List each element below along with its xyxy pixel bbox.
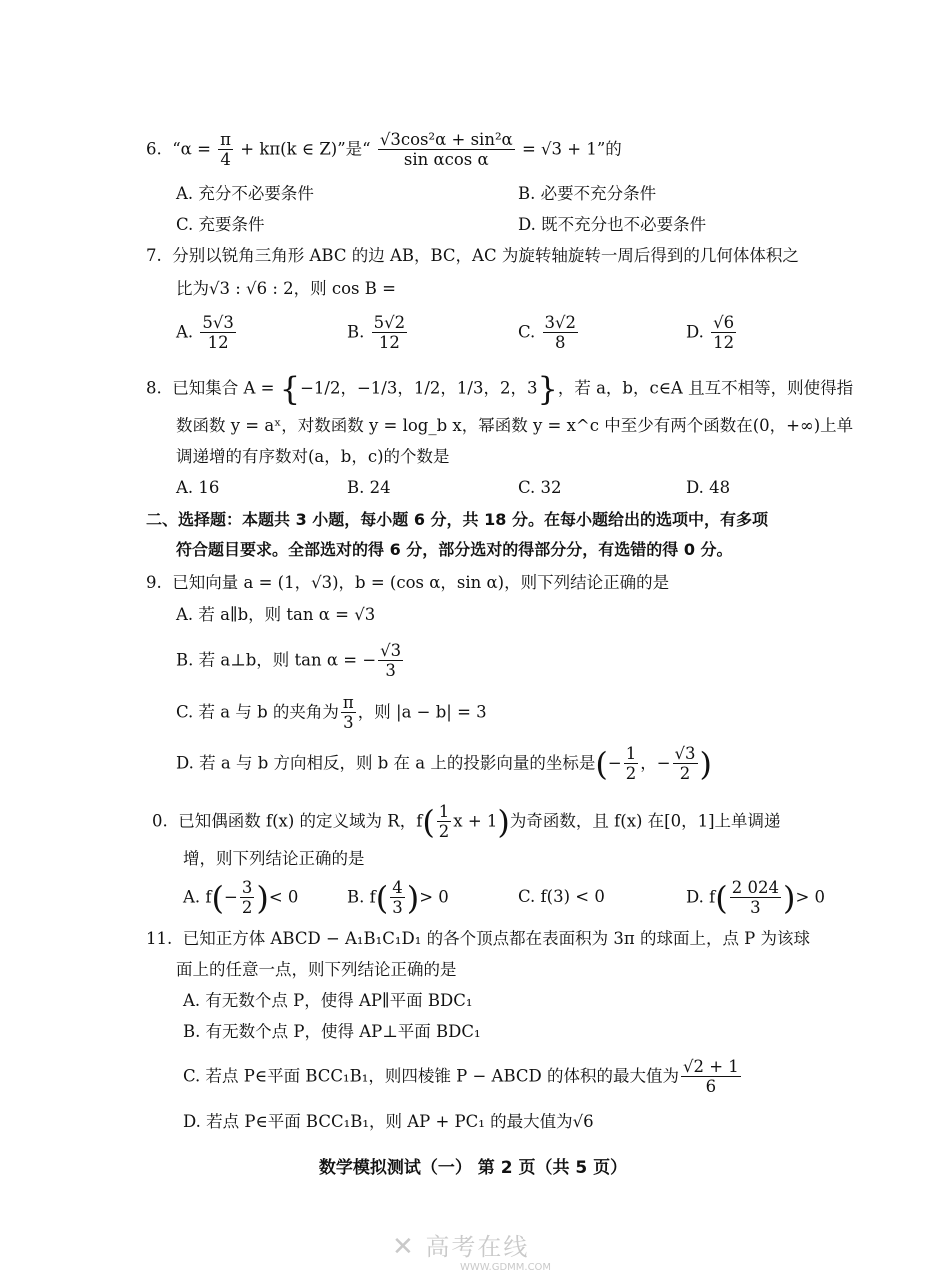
q10-number: 0. — [152, 811, 168, 831]
q6-open: “α = — [172, 139, 211, 159]
section2-line1: 二、选择题：本题共 3 小题，每小题 6 分，共 18 分。在每小题给出的选项中，有多项 — [146, 510, 768, 529]
page-footer: 数学模拟测试（一） 第 2 页（共 5 页） — [318, 1158, 628, 1178]
q6 — [146, 131, 622, 169]
q11-option-d: D. 若点 P∈平面 BCC₁B₁，则 AP + PC₁ 的最大值为√6 — [183, 1112, 594, 1131]
q9-option-c: C. 若 a 与 b 的夹角为 $\frac{\pi}{3}$ ，则 |a − b| = 3 — [176, 693, 487, 733]
q9-option-a: A. 若 a∥b，则 tan α = √3 — [176, 605, 376, 624]
q9-option-b: B. 若 a⊥b，则 tan α = − $\frac{√3}{3}$ — [176, 641, 402, 681]
q7-number: 7. — [146, 246, 162, 265]
q9-stem: 9. 已知向量 a = (1，√3)，b = (cos α，sin α)，则下列结论正确的是 — [146, 573, 670, 592]
q10-option-d: D. f( $\frac{2 024}{3}$ )> 0 — [686, 878, 826, 918]
q7-option-c: C. $\frac{3√2}{8}$ — [518, 313, 577, 353]
q10-line2: 增，则下列结论正确的是 — [183, 849, 365, 868]
q8-line2: 数函数 y = aˣ，对数函数 y = log_b x，幂函数 y = x^c 中至少有两个函数在(0，+∞)上单 — [176, 416, 854, 435]
q10-option-b: B. f( $\frac{4}{3}$ )> 0 — [347, 878, 449, 918]
q8-option-b: B. 24 — [347, 478, 391, 497]
q6-option-b: B. 必要不充分条件 — [518, 184, 657, 203]
q8-number: 8. — [146, 378, 162, 398]
q7-option-b: B. $\frac{5√2}{12}$ — [347, 313, 406, 353]
q6-number: 6. — [146, 139, 162, 159]
q11-line2: 面上的任意一点，则下列结论正确的是 — [176, 960, 457, 979]
q11-option-a: A. 有无数个点 P，使得 AP∥平面 BDC₁ — [183, 991, 473, 1010]
q11-option-c: C. 若点 P∈平面 BCC₁B₁，则四棱锥 P − ABCD 的体积的最大值为 $\frac{√2 + 1}{6}$ — [183, 1057, 739, 1097]
q6-option-d: D. 既不充分也不必要条件 — [518, 215, 707, 234]
q8-line3: 调递增的有序数对(a，b，c)的个数是 — [176, 447, 450, 466]
q11-option-b: B. 有无数个点 P，使得 AP⊥平面 BDC₁ — [183, 1022, 481, 1041]
q10-line1: 0. 已知偶函数 f(x) 的定义域为 R，f( $\frac{1}{2}$ x + 1)为奇函数，且 f(x) 在[0，1]上单调递 — [152, 802, 781, 842]
q8-option-d: D. 48 — [686, 478, 731, 497]
q7-line2: 比为√3 : √6 : 2，则 cos B = — [176, 279, 396, 298]
q8-option-a: A. 16 — [176, 478, 220, 497]
q6-option-c: C. 充要条件 — [176, 215, 265, 234]
watermark-name: 高考在线 — [425, 1233, 530, 1261]
q6-k-part: + kπ(k ∈ Z)”是“ — [240, 139, 371, 159]
q11-number: 11. — [146, 929, 173, 948]
q8-set-elements: −1/2，−1/3，1/2，1/3，2，3 — [300, 378, 538, 398]
watermark-logo: ✕ 高考在线 — [392, 1232, 530, 1262]
q9-option-d: D. 若 a 与 b 方向相反，则 b 在 a 上的投影向量的坐标是(− $\frac{1}{2}$ ，− $\frac{√3}{2}$ ) — [176, 744, 713, 784]
q7-option-d: D. $\frac{√6}{12}$ — [686, 313, 735, 353]
q8-line1: 8. 已知集合 A = {−1/2，−1/3，1/2，1/3，2，3}，若 a，b，c∈A 且互不相等，则使得指 — [146, 370, 854, 408]
q6-option-a: A. 充分不必要条件 — [176, 184, 314, 203]
q9-number: 9. — [146, 573, 162, 592]
q7-line1: 7. 分别以锐角三角形 ABC 的边 AB，BC，AC 为旋转轴旋转一周后得到的几何体体积之 — [146, 246, 799, 265]
q8-option-c: C. 32 — [518, 478, 562, 497]
section2-line2: 符合题目要求。全部选对的得 6 分，部分选对的得部分分，有选错的得 0 分。 — [176, 540, 733, 559]
q6-eq-part: = √3 + 1”的 — [521, 139, 622, 159]
q11-line1: 11. 已知正方体 ABCD − A₁B₁C₁D₁ 的各个顶点都在表面积为 3π 的球面上，点 P 为该球 — [146, 929, 811, 948]
q6-main-fraction: $\frac{\text{√3cos²α + sin²α}}{\text{sin αcos α}}$ — [379, 130, 513, 170]
q6-pi-over-4: $\frac{\pi}{4}$ — [220, 130, 232, 170]
q7-option-a: A. $\frac{5√3}{12}$ — [176, 313, 234, 353]
q10-option-c: C. f(3) < 0 — [518, 887, 605, 906]
q10-option-a: A. f(− $\frac{3}{2}$ )< 0 — [183, 878, 299, 918]
watermark-url: WWW.GDMM.COM — [460, 1262, 552, 1273]
